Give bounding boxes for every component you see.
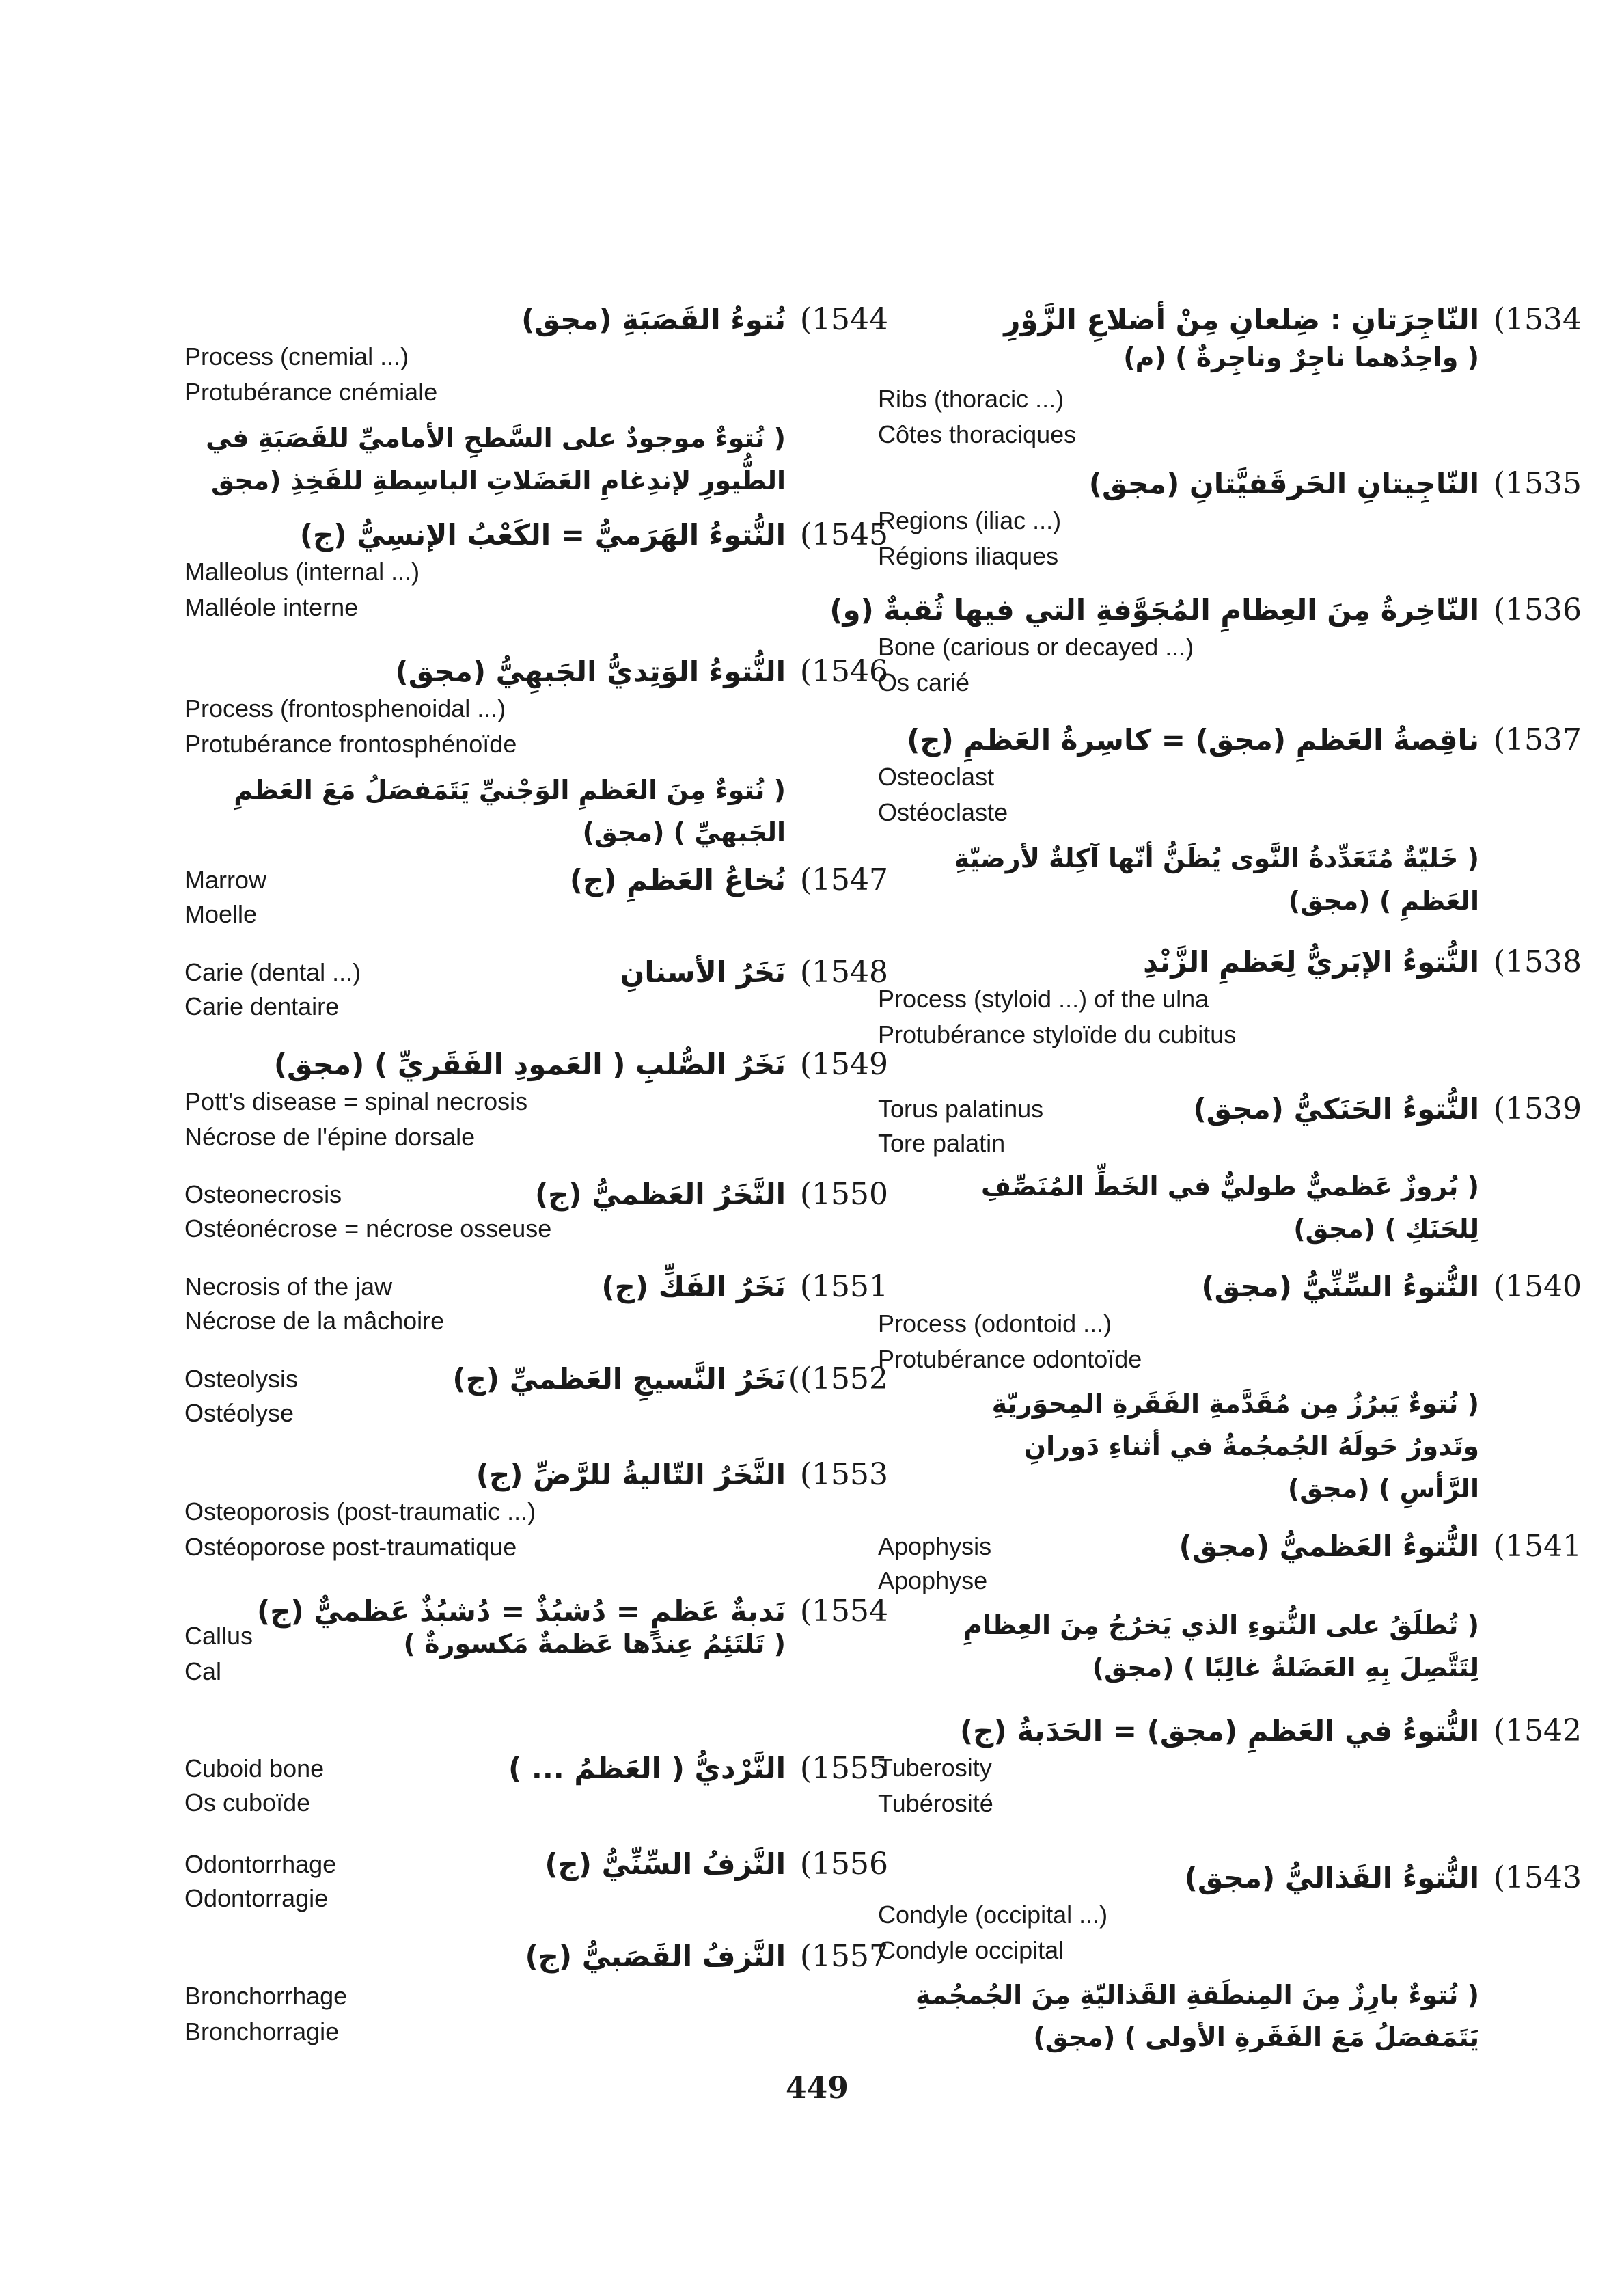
entry-number: (1557 <box>799 1939 888 1974</box>
definition-line: لِلحَنَكِ ) (مجق) <box>1293 1214 1479 1244</box>
english-term: Apophysis <box>878 1532 992 1560</box>
arabic-term: نُتوءُ القَصَبَةِ (مجق) <box>521 303 786 336</box>
english-term: Tuberosity <box>878 1754 992 1782</box>
page-number: 449 <box>786 2071 849 2106</box>
arabic-term: النُّتوءُ الحَنَكيُّ (مجق) <box>1193 1092 1479 1126</box>
english-term: Callus <box>184 1622 253 1650</box>
french-term: Ostéonécrose = nécrose osseuse <box>184 1214 552 1242</box>
left-column <box>164 0 888 2284</box>
arabic-term: نَخَرُ الفَكِّ (ج) <box>601 1270 786 1303</box>
entry-number: (1548 <box>799 955 888 990</box>
entry-number: (1541 <box>1493 1529 1582 1564</box>
entry-number: (1550 <box>799 1177 888 1212</box>
french-term: Os cuboïde <box>184 1789 311 1817</box>
definition-line: الطُّيورِ لإندِغامِ العَضَلاتِ الباسِطةِ للفَخِذِ (مجق <box>211 465 786 495</box>
english-term: Bronchorrhage <box>184 1982 348 2010</box>
english-term: Necrosis of the jaw <box>184 1273 393 1301</box>
arabic-term: النُّتوءُ القَذاليُّ (مجق) <box>1184 1861 1479 1894</box>
arabic-term: النَّزفُ القَصَبيُّ (ج) <box>525 1940 786 1973</box>
arabic-term: نَخَرُ الأسنانِ <box>620 955 786 989</box>
english-term: Malleolus (internal ...) <box>184 558 420 586</box>
definition-line: ( تُطلَقُ على النُّتوءِ الذي يَخرُجُ مِنَ العِظامِ <box>963 1610 1479 1640</box>
arabic-term: النَّزفُ السِّنِّيُّ (ج) <box>545 1847 786 1881</box>
arabic-term: النَّرْديُّ ( العَظمُ ... ) <box>508 1752 786 1785</box>
arabic-term: النّاخِرةُ مِنَ العِظامِ المُجَوَّفةِ التي فيها ثُقبةٌ (و) <box>829 593 1479 627</box>
french-term: Apophyse <box>878 1566 988 1594</box>
french-term: Malléole interne <box>184 593 359 621</box>
entry-number: (1535 <box>1493 466 1582 501</box>
entry-number: (1538 <box>1493 944 1582 979</box>
french-term: Ostéoclaste <box>878 798 1008 826</box>
arabic-term: النَّخَرُ العَظميُّ (ج) <box>534 1178 786 1211</box>
arabic-term: نَخَرُ الصُّلبِ ( العَمودِ الفَقَريِّ ) (مجق) <box>273 1048 786 1081</box>
definition-line: ( نُتوءٌ مِنَ العَظمِ الوَجْنيِّ يَتَمَفصَلُ مَعَ العَظمِ <box>234 775 786 805</box>
entry-number: ((1552 <box>788 1361 888 1396</box>
entry-number: (1539 <box>1493 1091 1582 1126</box>
arabic-term: النُّتوءُ في العَظمِ (مجق) = الحَدَبةُ (ج) <box>959 1714 1479 1748</box>
entry-number: (1553 <box>799 1457 888 1492</box>
english-term: Condyle (occipital ...) <box>878 1901 1108 1929</box>
english-term: Osteoclast <box>878 763 995 791</box>
arabic-term: النُّتوءُ الوَتِديُّ الجَبهِيُّ (مجق) <box>395 655 786 688</box>
definition-line: ( نُتوءٌ بارِزٌ مِنَ المِنطَقةِ القَذاليّةِ مِنَ الجُمجُمةِ <box>916 1980 1479 2010</box>
entry-number: (1542 <box>1493 1713 1582 1748</box>
arabic-definition <box>878 1165 1479 1250</box>
english-term: Torus palatinus <box>878 1095 1044 1123</box>
entry-number: (1534 <box>1493 302 1582 337</box>
entry-number: (1546 <box>799 654 888 689</box>
arabic-term: النّاجِرَتانِ : ضِلعانِ مِنْ أضلاعِ الزَّوْرِ <box>1004 303 1479 336</box>
entry-number: (1537 <box>1493 722 1582 757</box>
french-term: Tore palatin <box>878 1129 1006 1157</box>
french-term: Ostéolyse <box>184 1399 294 1427</box>
entry-number: (1551 <box>799 1269 888 1304</box>
english-term: Pott's disease = spinal necrosis <box>184 1087 528 1115</box>
french-term: Nécrose de la mâchoire <box>184 1307 445 1335</box>
french-term: Protubérance odontoïde <box>878 1345 1142 1373</box>
english-term: Ribs (thoracic ...) <box>878 385 1064 413</box>
definition-line: ( نُتوءٌ موجودٌ على السَّطحِ الأماميِّ للقَصَبَةِ في <box>206 423 786 453</box>
arabic-definition <box>878 336 1479 379</box>
definition-line: ( تَلتَئِمُ عِندَها عَظمةٌ مَكسورةٌ ) <box>403 1629 786 1659</box>
english-term: Osteolysis <box>184 1365 299 1393</box>
english-term: Process (frontosphenoidal ...) <box>184 694 506 722</box>
english-term: Osteoporosis (post-traumatic ...) <box>184 1497 536 1525</box>
french-term: Protubérance cnémiale <box>184 378 438 406</box>
french-term: Moelle <box>184 900 258 928</box>
english-term: Marrow <box>184 866 267 894</box>
french-term: Odontorragie <box>184 1884 329 1912</box>
entry-number: (1544 <box>799 302 888 337</box>
definition-line: لِتَتَّصِلَ بِهِ العَضَلةُ غالِبًا ) (مجق) <box>1092 1653 1479 1683</box>
entry-number: (1536 <box>1493 593 1582 627</box>
arabic-term: ناقِصةُ العَظمِ (مجق) = كاسِرةُ العَظمِ (ج) <box>907 723 1479 757</box>
entry-number: (1556 <box>799 1847 888 1881</box>
definition-line: ( خَليّةٌ مُتَعَدِّدةُ النَّوى يُظَنُّ أنّها آكِلةٌ لأرضيّةِ <box>954 843 1479 873</box>
arabic-definition <box>878 837 1479 922</box>
arabic-definition <box>184 417 786 502</box>
french-term: Os carié <box>878 668 970 696</box>
french-term: Protubérance styloïde du cubitus <box>878 1020 1237 1048</box>
french-term: Protubérance frontosphénoïde <box>184 730 517 758</box>
definition-line: الرَّأسِ ) (مجق) <box>1287 1473 1479 1504</box>
english-term: Regions (iliac ...) <box>878 506 1062 534</box>
entry-number: (1540 <box>1493 1269 1582 1304</box>
definition-line: العَظمِ ) (مجق) <box>1288 886 1479 916</box>
arabic-definition <box>878 1604 1479 1689</box>
arabic-definition <box>878 1974 1479 2058</box>
english-term: Process (cnemial ...) <box>184 342 409 370</box>
french-term: Régions iliaques <box>878 542 1059 570</box>
english-term: Osteonecrosis <box>184 1180 342 1208</box>
arabic-definition <box>184 769 786 854</box>
arabic-term: النُّتوءُ الإبَريُّ لِعَظمِ الزَّنْدِ <box>1143 945 1479 979</box>
french-term: Ostéoporose post-traumatique <box>184 1533 517 1561</box>
french-term: Carie dentaire <box>184 992 340 1020</box>
arabic-term: النُّتوءُ السِّنِّيُّ (مجق) <box>1201 1270 1479 1303</box>
english-term: Odontorrhage <box>184 1850 337 1878</box>
arabic-definition <box>362 1622 786 1665</box>
definition-line: ( بُروزٌ عَظميٌّ طوليٌّ في الخَطِّ المُنَصِّفِ <box>980 1171 1479 1201</box>
french-term: Tubérosité <box>878 1789 993 1817</box>
arabic-term: النّاجِيتانِ الحَرقَفيَّتانِ (مجق) <box>1088 467 1479 500</box>
arabic-term: نَخَرُ النَّسيجِ العَظميِّ (ج) <box>452 1362 786 1396</box>
english-term: Process (styloid ...) of the ulna <box>878 985 1209 1013</box>
entry-number: (1554 <box>799 1594 888 1629</box>
entry-number: (1547 <box>799 862 888 897</box>
definition-line: وتَدورُ حَولَهُ الجُمجُمةُ في أثناءِ دَورانِ <box>1023 1431 1479 1461</box>
french-term: Bronchorragie <box>184 2017 340 2045</box>
entry-number: (1549 <box>799 1047 888 1082</box>
french-term: Nécrose de l'épine dorsale <box>184 1123 476 1151</box>
arabic-definition <box>878 1383 1479 1510</box>
english-term: Cuboid bone <box>184 1754 325 1782</box>
entry-number: (1545 <box>799 517 888 552</box>
arabic-term: نَدبةٌ عَظمٍ = دُشبُذٌ = دُشبُذٌ عَظميٌّ (ج) <box>257 1594 786 1628</box>
english-term: Process (odontoid ...) <box>878 1309 1112 1337</box>
english-term: Bone (carious or decayed ...) <box>878 633 1194 661</box>
definition-line: ( واحِدُهما ناجِرٌ وناجِرةٌ ) (م) <box>1123 342 1479 372</box>
english-term: Carie (dental ...) <box>184 958 361 986</box>
entry-number: (1555 <box>799 1751 888 1786</box>
french-term: Condyle occipital <box>878 1936 1064 1964</box>
definition-line: يَتَمَفصَلُ مَعَ الفَقَرةِ الأولى ) (مجق) <box>1033 2022 1479 2052</box>
arabic-term: نُخاعُ العَظمِ (ج) <box>569 863 786 897</box>
french-term: Cal <box>184 1657 222 1685</box>
definition-line: ( نُتوءٌ يَبرُزُ مِن مُقَدَّمةِ الفَقَرةِ المِحوَريّةِ <box>991 1389 1479 1419</box>
entry-number: (1543 <box>1493 1860 1582 1895</box>
arabic-term: النُّتوءُ الهَرَميُّ = الكَعْبُ الإنسِيُّ (ج) <box>299 518 786 552</box>
arabic-term: النُّتوءُ العَظميُّ (مجق) <box>1179 1530 1479 1563</box>
definition-line: الجَبهيِّ ) (مجق) <box>582 817 786 847</box>
french-term: Côtes thoraciques <box>878 420 1077 448</box>
arabic-term: النَّخَرُ التّاليةُ للرَّضِّ (ج) <box>476 1458 786 1491</box>
